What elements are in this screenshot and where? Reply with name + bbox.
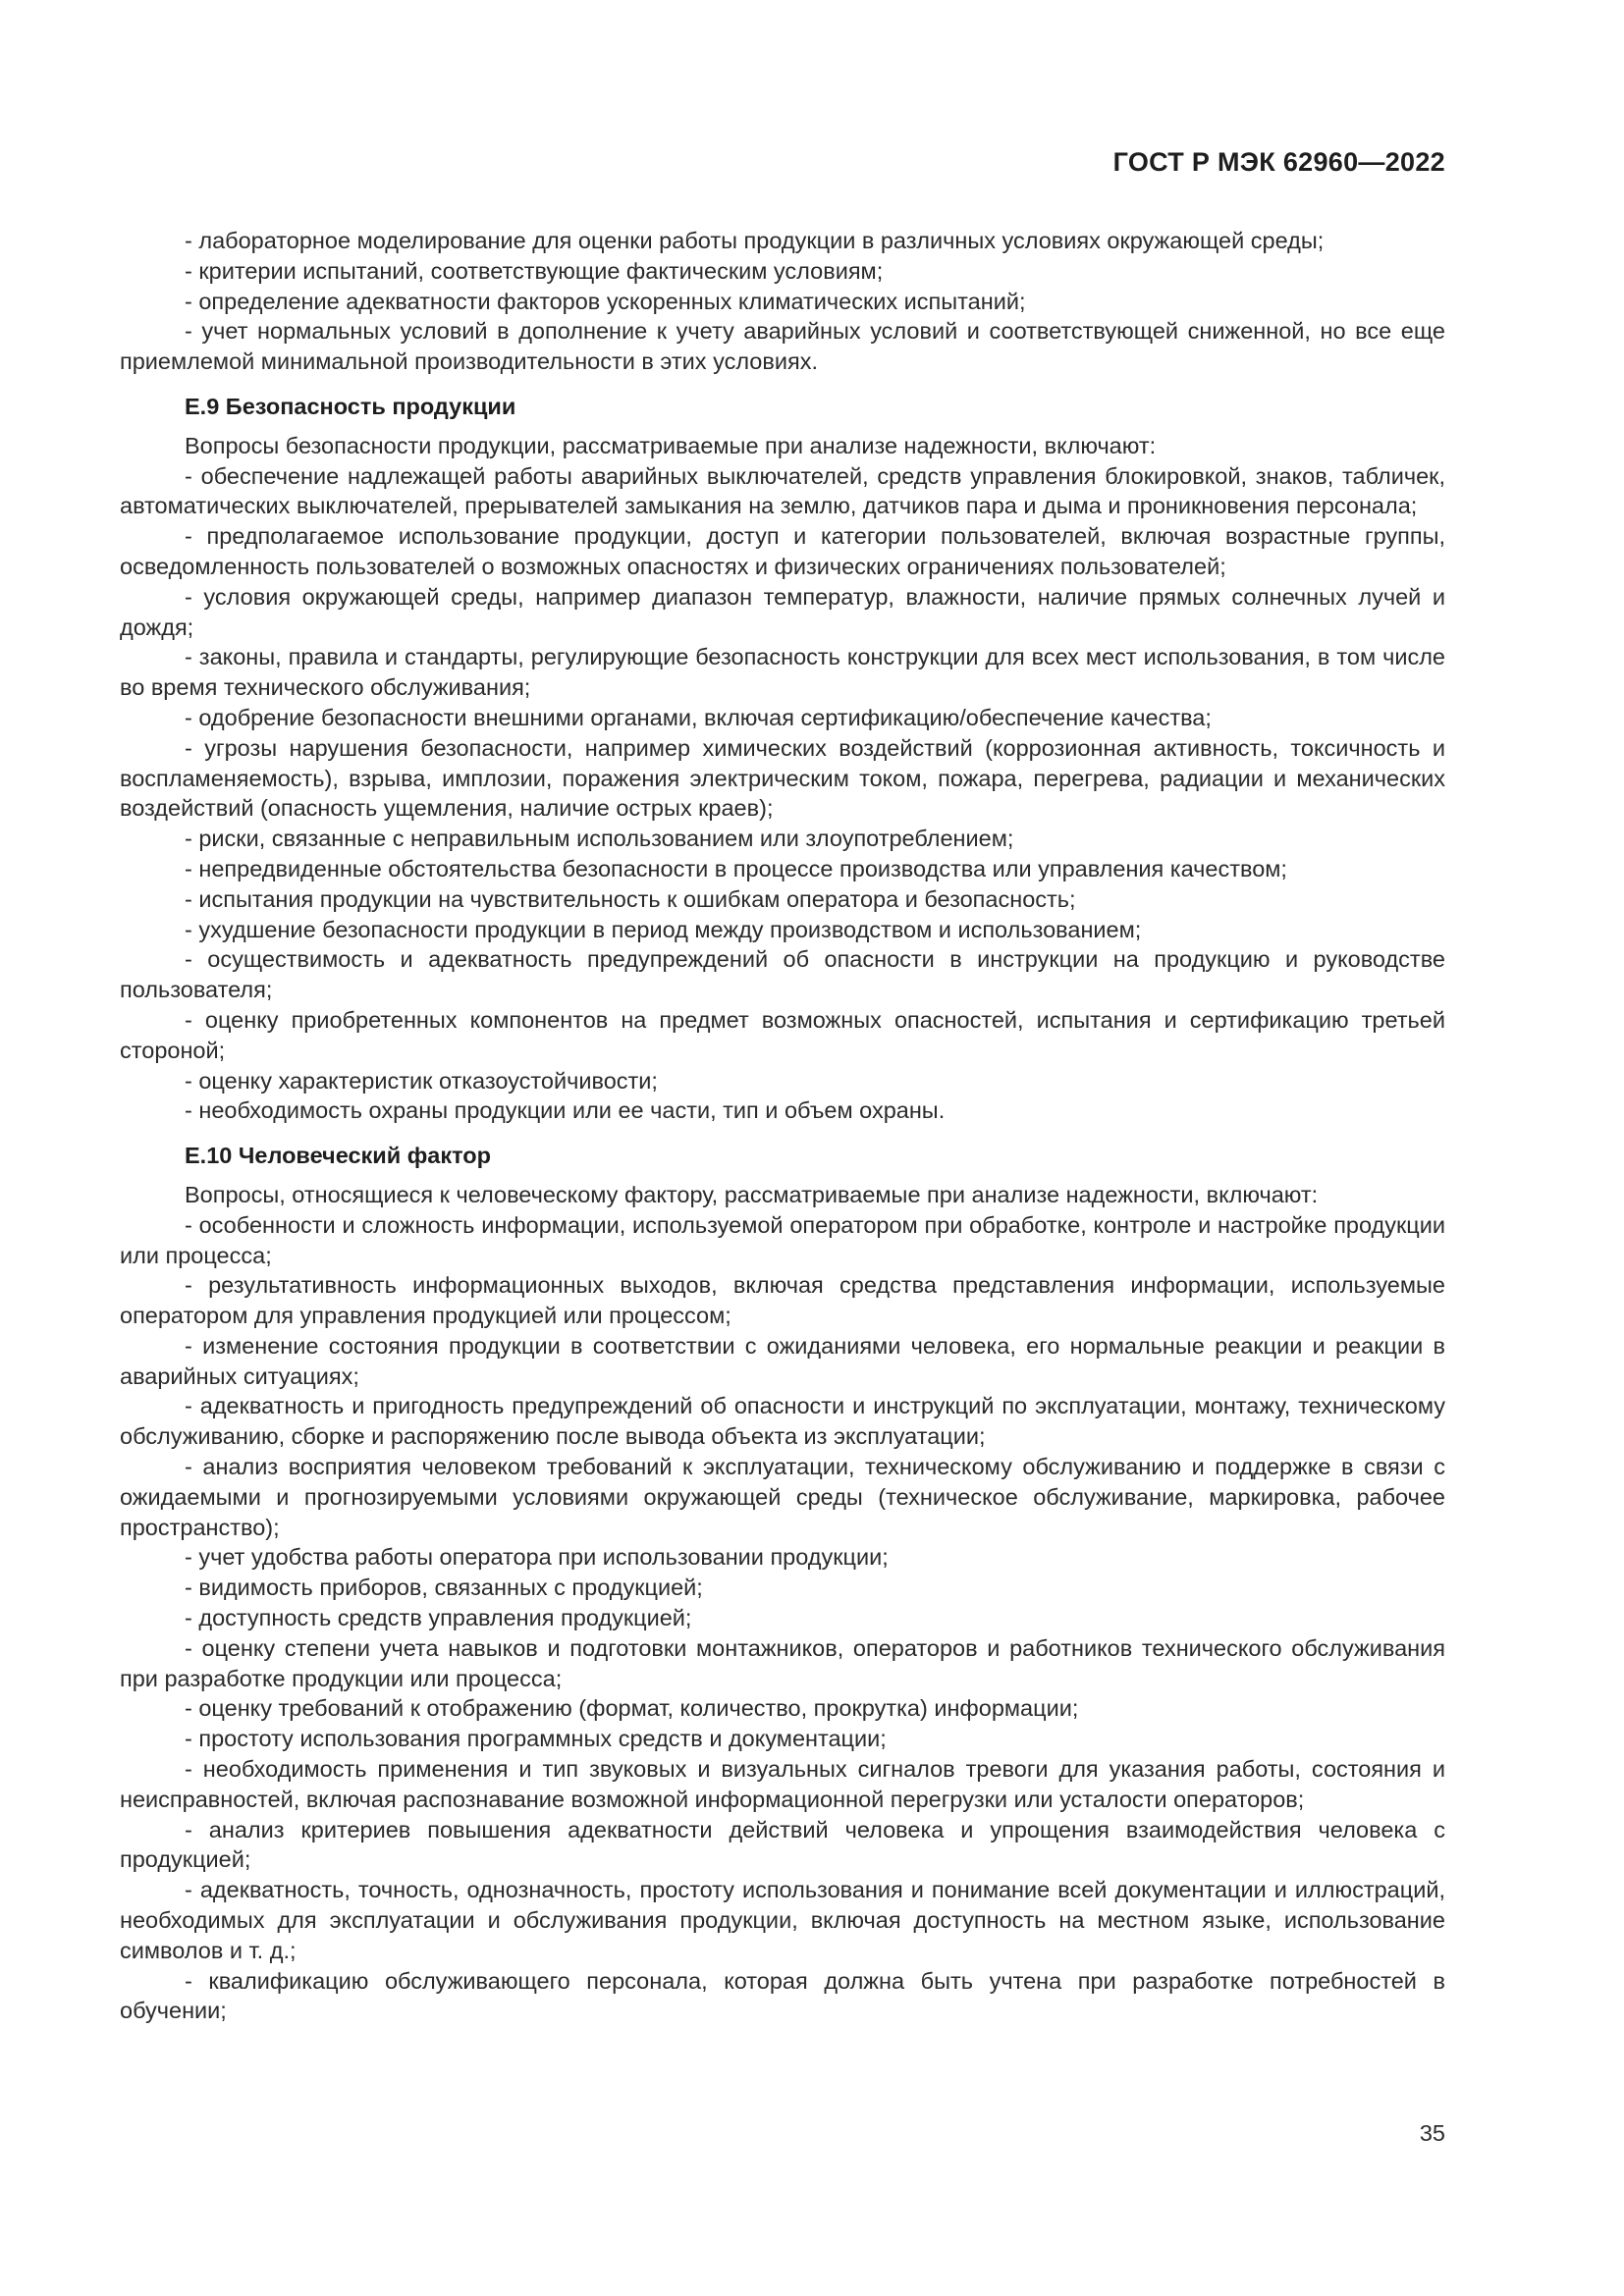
section-e10-list [120,1210,1445,2027]
list-item: - учет нормальных условий в дополнение к учету аварийных условий и соответствующей сниженной, но все еще приемлемой минимальной производительности в этих условиях. [120,318,1445,375]
list-item: - одобрение безопасности внешними органами, включая сертификацию/обеспечение качества; [185,704,1212,730]
page-number: 35 [1419,2120,1445,2146]
list-item: - особенности и сложность информации, используемой оператором при обработке, контроле и настройке продукции или процесса; [120,1211,1445,1268]
section-lead-paragraph: Вопросы, относящиеся к человеческому фактору, рассматриваемые при анализе надежности, включают: [185,1181,1319,1207]
list-item: - риски, связанные с неправильным использованием или злоупотреблением; [185,826,1014,852]
list-item: - критерии испытаний, соответствующие фактическим условиям; [185,257,884,284]
list-item: - обеспечение надлежащей работы аварийных выключателей, средств управления блокировкой, знаков, табличек, автоматических выключателей, прерывателей замыкания на землю, датчиков пара и дыма и проникновения персонала; [120,462,1445,519]
list-item: - осуществимость и адекватность предупреждений об опасности в инструкции на продукцию и руководстве пользователя; [120,946,1445,1003]
list-item: - простоту использования программных средств и документации; [185,1726,887,1752]
list-item: - угрозы нарушения безопасности, например химических воздействий (коррозионная активность, токсичность и воспламеняемость), взрыва, имплозии, поражения электрическим током, пожара, перегрева, радиации и механических воздействий (опасность ущемления, наличие острых краев); [120,734,1445,822]
list-item: - необходимость охраны продукции или ее части, тип и объем охраны. [185,1097,946,1124]
list-item: - анализ восприятия человеком требований к эксплуатации, техническому обслуживанию и поддержке в связи с ожидаемыми и прогнозируемыми условиями окружающей среды (техническое обслуживание, маркировка, рабочее пространство); [120,1454,1445,1540]
list-item: - квалификацию обслуживающего персонала, которая должна быть учтена при разработке потребностей в обучении; [120,1967,1445,2024]
list-item: - изменение состояния продукции в соответствии с ожиданиями человека, его нормальные реакции и реакции в аварийных ситуациях; [120,1332,1445,1389]
list-item: - оценку требований к отображению (формат, количество, прокрутка) информации; [185,1695,1079,1722]
list-item: - непредвиденные обстоятельства безопасности в процессе производства или управления качеством; [185,855,1287,881]
list-item: - определение адекватности факторов ускоренных климатических испытаний; [185,288,1026,314]
list-item: - законы, правила и стандарты, регулирующие безопасность конструкции для всех мест использования, в том числе во время технического обслуживания; [120,644,1445,701]
list-item: - адекватность, точность, однозначность, простоту использования и понимание всей документации и иллюстраций, необходимых для эксплуатации и обслуживания продукции, включая доступность на местном языке, использование символов и т. д.; [120,1877,1445,1963]
list-item: - необходимость применения и тип звуковых и визуальных сигналов тревоги для указания работы, состояния и неисправностей, включая распознавание возможной информационной перегрузки или усталости операторов; [120,1756,1445,1812]
document-body [120,226,1445,2026]
section-heading-e10: Е.10 Человеческий фактор [185,1143,492,1169]
document-code-header: ГОСТ Р МЭК 62960—2022 [1112,147,1445,177]
list-item: - результативность информационных выходов, включая средства представления информации, используемые оператором для управления продукцией или процессом; [120,1272,1445,1329]
list-item: - видимость приборов, связанных с продукцией; [185,1575,703,1601]
list-item: - адекватность и пригодность предупреждений об опасности и инструкций по эксплуатации, монтажу, техническому обслуживанию, сборке и распоряжению после вывода объекта из эксплуатации; [120,1393,1445,1450]
list-item: - оценку приобретенных компонентов на предмет возможных опасностей, испытания и сертификацию третьей стороной; [120,1006,1445,1063]
section-lead-paragraph: Вопросы безопасности продукции, рассматриваемые при анализе надежности, включают: [185,432,1157,458]
list-item: - оценку степени учета навыков и подготовки монтажников, операторов и работников технического обслуживания при разработке продукции или процесса; [120,1634,1445,1691]
list-item: - условия окружающей среды, например диапазон температур, влажности, наличие прямых солнечных лучей и дождя; [120,583,1445,640]
list-item: - оценку характеристик отказоустойчивости; [185,1067,658,1094]
intro-list [120,226,1445,377]
list-item: - учет удобства работы оператора при использовании продукции; [185,1544,889,1571]
section-heading-e9: Е.9 Безопасность продукции [185,393,516,419]
list-item: - лабораторное моделирование для оценки работы продукции в различных условиях окружающей среды; [185,228,1325,253]
list-item: - ухудшение безопасности продукции в период между производством и использованием; [185,916,1142,942]
list-item: - доступность средств управления продукцией; [185,1605,692,1631]
list-item: - анализ критериев повышения адекватности действий человека и упрощения взаимодействия человека с продукцией; [120,1816,1445,1873]
section-e9-list [120,461,1445,1127]
list-item: - испытания продукции на чувствительность к ошибкам оператора и безопасность; [185,885,1076,912]
list-item: - предполагаемое использование продукции, доступ и категории пользователей, включая возрастные группы, осведомленность пользователей о возможных опасностях и физических ограничениях пользователей; [120,523,1445,579]
